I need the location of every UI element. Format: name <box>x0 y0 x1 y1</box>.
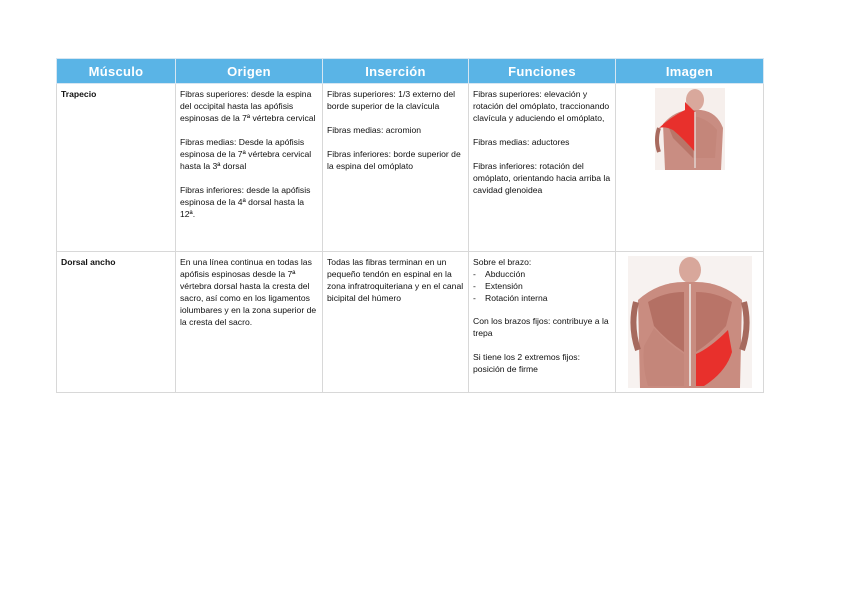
functions-cell <box>469 84 616 252</box>
image-cell <box>616 84 764 252</box>
origin-text: Fibras inferiores: desde la apófisis espinosa de la 4ª dorsal hasta la 12ª. <box>180 185 311 219</box>
insertion-text: Fibras inferiores: borde superior de la espina del omóplato <box>327 149 461 171</box>
function-list <box>473 268 611 304</box>
list-item: - Rotación interna <box>473 292 611 304</box>
insertion-cell <box>323 84 469 252</box>
function-text: Fibras superiores: elevación y rotación del omóplato, traccionando clavícula y aduciendo el omóplato, <box>473 89 610 123</box>
insertion-text: Fibras medias: acromion <box>327 125 422 135</box>
origin-text: Fibras medias: Desde la apófisis espinosa de la 7ª vértebra cervical hasta la 3ª dorsal <box>180 137 312 171</box>
latissimus-dorsi-anatomy-icon <box>628 256 752 388</box>
table-header <box>57 59 764 84</box>
header-imagen: Imagen <box>616 59 764 84</box>
origin-text: En una línea continua en todas las apófisis espinosas desde la 7ª vértebra dorsal hasta la cresta del sacro, así como en los ligamentos iolumbares y en la zona superior de la cresta del sacro. <box>180 257 317 327</box>
functions-cell <box>469 252 616 393</box>
insertion-text: Todas las fibras terminan en un pequeño tendón en espinal en la zona infratroquiteriana y en el canal bicipital del húmero <box>327 257 464 303</box>
table-row-dorsal-ancho <box>57 252 764 393</box>
origin-cell <box>176 84 323 252</box>
function-text: Si tiene los 2 extremos fijos: posición de firme <box>473 352 580 374</box>
header-origen: Origen <box>176 59 323 84</box>
muscle-name: Trapecio <box>57 84 176 252</box>
function-text: Con los brazos fijos: contribuye a la trepa <box>473 316 609 338</box>
header-funciones: Funciones <box>469 59 616 84</box>
table-row-trapecio <box>57 84 764 252</box>
origin-text: Fibras superiores: desde la espina del occipital hasta las apófisis espinosas de la 7ª vértebra cervical <box>180 89 316 123</box>
header-insercion: Inserción <box>323 59 469 84</box>
trapezius-anatomy-icon <box>655 88 725 170</box>
muscle-name: Dorsal ancho <box>57 252 176 393</box>
function-text: Fibras medias: aductores <box>473 137 570 147</box>
muscle-table <box>56 58 764 393</box>
insertion-cell <box>323 252 469 393</box>
list-item: - Abducción <box>473 268 611 280</box>
function-text: Fibras inferiores: rotación del omóplato, orientando hacia arriba la cavidad glenoidea <box>473 161 611 195</box>
origin-cell <box>176 252 323 393</box>
insertion-text: Fibras superiores: 1/3 externo del borde superior de la clavícula <box>327 89 456 111</box>
header-musculo: Músculo <box>57 59 176 84</box>
function-intro: Sobre el brazo: <box>473 257 532 267</box>
image-cell <box>616 252 764 393</box>
list-item: - Extensión <box>473 280 611 292</box>
